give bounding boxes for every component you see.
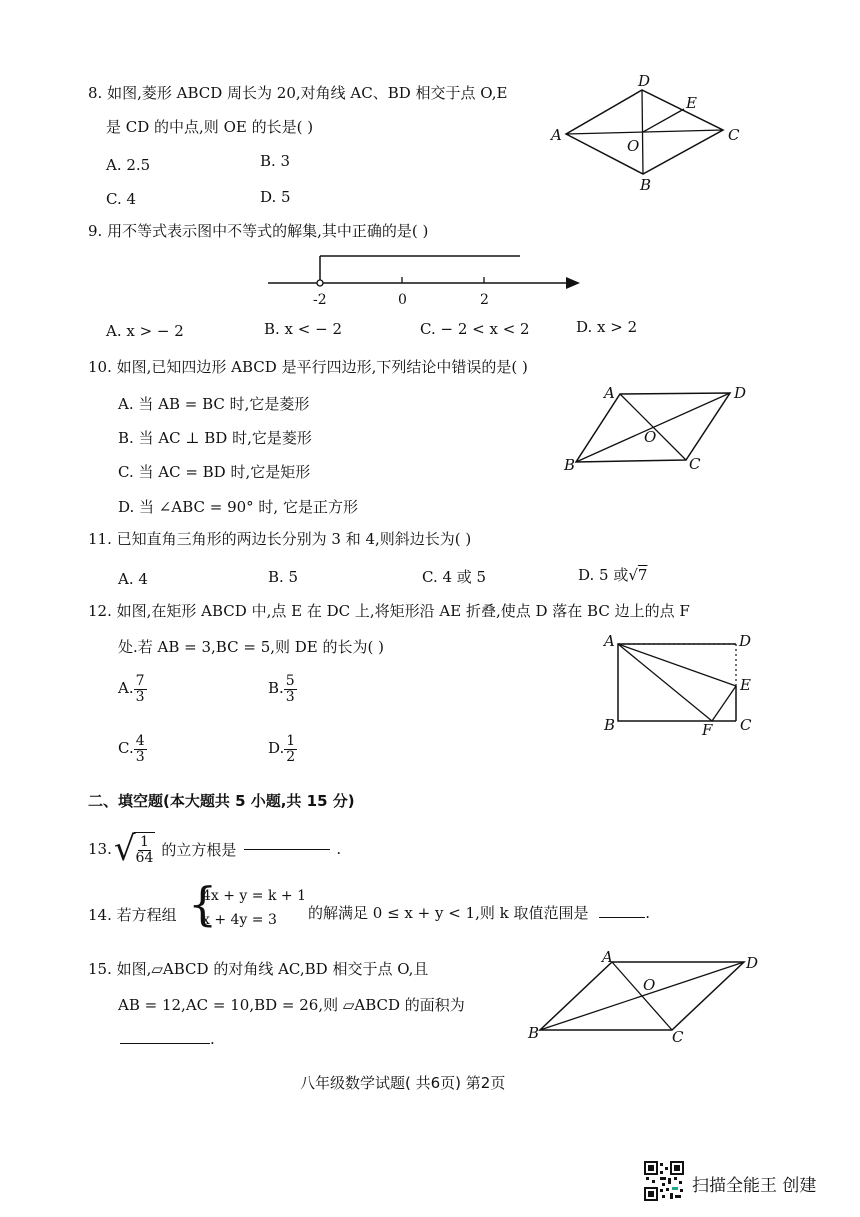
q9-option-c: C. − 2 < x < 2 (420, 320, 530, 338)
q10-stem: 10. 如图,已知四边形 ABCD 是平行四边形,下列结论中错误的是( ) (88, 358, 528, 376)
q15-stem-line1: 15. 如图,▱ABCD 的对角线 AC,BD 相交于点 O,且 (88, 960, 429, 978)
fraction-numerator: 5 (285, 673, 295, 689)
q12-option-b (268, 674, 297, 704)
fraction-denominator: 2 (286, 748, 296, 765)
q12-option-a-letter: A. (118, 679, 134, 698)
fraction-numerator: 7 (135, 673, 145, 689)
q13-number: 13. (88, 840, 112, 858)
q14-answer-blank[interactable] (599, 917, 645, 918)
q9-option-d: D. x > 2 (576, 318, 638, 336)
q15-label-a: A (602, 948, 613, 966)
q12-stem-line1: 12. 如图,在矩形 ABCD 中,点 E 在 DC 上,将矩形沿 AE 折叠,使点 D 落在 BC 边上的点 F (88, 602, 690, 620)
q14-end: . (645, 904, 651, 922)
q15-answer-line (120, 1030, 215, 1048)
q12-label-a: A (604, 632, 615, 650)
q14-equation-2: x + 4y = 3 (202, 912, 277, 928)
q13-text: 的立方根是 (161, 840, 237, 859)
q10-option-d: D. 当 ∠ABC = 90° 时, 它是正方形 (118, 498, 358, 516)
q10-option-b: B. 当 AC ⊥ BD 时,它是菱形 (118, 429, 312, 447)
q8-label-d: D (638, 72, 651, 90)
q14-prefix: 14. 若方程组 (88, 906, 177, 924)
q10-label-a: A (604, 384, 615, 402)
fraction-denominator: 3 (285, 688, 295, 705)
q9-stem: 9. 用不等式表示图中不等式的解集,其中正确的是( ) (88, 222, 429, 240)
q12-label-c: C (740, 716, 752, 734)
q8-option-c: C. 4 (106, 190, 137, 208)
q11-option-d-text: D. 5 或 (578, 566, 629, 584)
q8-label-a: A (551, 126, 562, 144)
q8-option-a: A. 2.5 (106, 156, 151, 174)
q12-option-c-letter: C. (118, 739, 134, 758)
q12-option-a-fraction (134, 674, 147, 704)
q10-label-d: D (734, 384, 747, 402)
q14-text (308, 902, 650, 923)
q9-option-b: B. x < − 2 (264, 320, 343, 338)
page-footer: 八年级数学试题( 共6页) 第2页 (300, 1074, 506, 1092)
q12-option-b-letter: B. (268, 679, 284, 698)
q11-option-c: C. 4 或 5 (422, 568, 487, 586)
fraction-numerator: 1 (139, 834, 149, 851)
q10-label-c: C (689, 455, 701, 473)
q8-stem-line1: 8. 如图,菱形 ABCD 周长为 20,对角线 AC、BD 相交于点 O,E (88, 84, 508, 102)
q14-brace: { (188, 877, 218, 931)
section-2-heading: 二、填空题(本大题共 5 小题,共 15 分) (88, 792, 355, 810)
q15-end: . (210, 1030, 215, 1048)
q10-option-a: A. 当 AB = BC 时,它是菱形 (118, 395, 310, 413)
q12-option-d-fraction (284, 734, 297, 764)
q12-option-a (118, 674, 147, 704)
q11-stem: 11. 已知直角三角形的两边长分别为 3 和 4,则斜边长为( ) (88, 530, 472, 548)
q15-label-c: C (672, 1028, 684, 1046)
q8-label-o: O (627, 137, 640, 155)
q12-option-d-letter: D. (268, 739, 285, 758)
q11-option-d (578, 564, 647, 585)
q8-label-b: B (640, 176, 652, 194)
q15-parallelogram-figure (520, 944, 770, 1050)
q14-equation-1: 4x + y = k + 1 (202, 888, 306, 904)
q15-label-b: B (528, 1024, 540, 1042)
q10-label-o: O (644, 428, 657, 446)
q14-condition: 的解满足 0 ≤ x + y < 1,则 k 取值范围是 (308, 904, 589, 922)
q10-parallelogram-figure (560, 378, 760, 478)
q10-label-b: B (564, 456, 576, 474)
q9-tick-2: 2 (480, 292, 489, 308)
q15-stem-line2: AB = 12,AC = 10,BD = 26,则 ▱ABCD 的面积为 (118, 996, 465, 1014)
fraction-denominator: 3 (135, 748, 145, 765)
q8-option-d: D. 5 (260, 188, 291, 206)
sqrt-sign: √ (628, 566, 638, 584)
q13-radicand-fraction (134, 832, 156, 865)
q15-label-d: D (746, 954, 759, 972)
q12-stem-line2: 处.若 AB = 3,BC = 5,则 DE 的长为( ) (118, 638, 384, 656)
q9-tick-neg2: -2 (313, 292, 327, 308)
q13-end: . (336, 840, 342, 858)
q12-option-b-fraction (284, 674, 297, 704)
q11-option-b: B. 5 (268, 568, 299, 586)
sqrt-sign: √ (113, 829, 136, 869)
q15-answer-blank[interactable] (120, 1043, 210, 1044)
q14-system (202, 884, 306, 932)
q12-label-b: B (604, 716, 616, 734)
q8-rhombus-figure (548, 72, 748, 197)
q8-stem-line2: 是 CD 的中点,则 OE 的长是( ) (106, 118, 314, 136)
q9-tick-0: 0 (398, 292, 407, 308)
fraction-numerator: 4 (135, 733, 145, 749)
fraction-numerator: 1 (286, 733, 296, 749)
q12-rectangle-figure (598, 630, 768, 740)
q8-label-c: C (728, 126, 740, 144)
q13 (88, 829, 342, 869)
q11-option-d-radicand: 7 (637, 566, 648, 584)
q12-option-c-fraction (134, 734, 147, 764)
qr-code-icon (644, 1161, 684, 1201)
q12-option-d (268, 734, 297, 764)
q10-option-c: C. 当 AC = BD 时,它是矩形 (118, 463, 311, 481)
q9-number-line (264, 246, 594, 312)
q13-answer-blank[interactable] (244, 849, 330, 850)
fraction-denominator: 3 (135, 688, 145, 705)
q11-option-a: A. 4 (118, 570, 148, 588)
fraction-denominator: 64 (135, 850, 154, 866)
q8-option-b: B. 3 (260, 152, 291, 170)
q12-option-c (118, 734, 147, 764)
q12-label-e: E (740, 676, 751, 694)
q15-label-o: O (643, 976, 656, 994)
q12-label-f: F (702, 721, 713, 739)
scanner-watermark: 扫描全能王 创建 (692, 1176, 817, 1196)
q8-label-e: E (686, 94, 697, 112)
q9-option-a: A. x > − 2 (106, 322, 184, 340)
q12-label-d: D (739, 632, 752, 650)
